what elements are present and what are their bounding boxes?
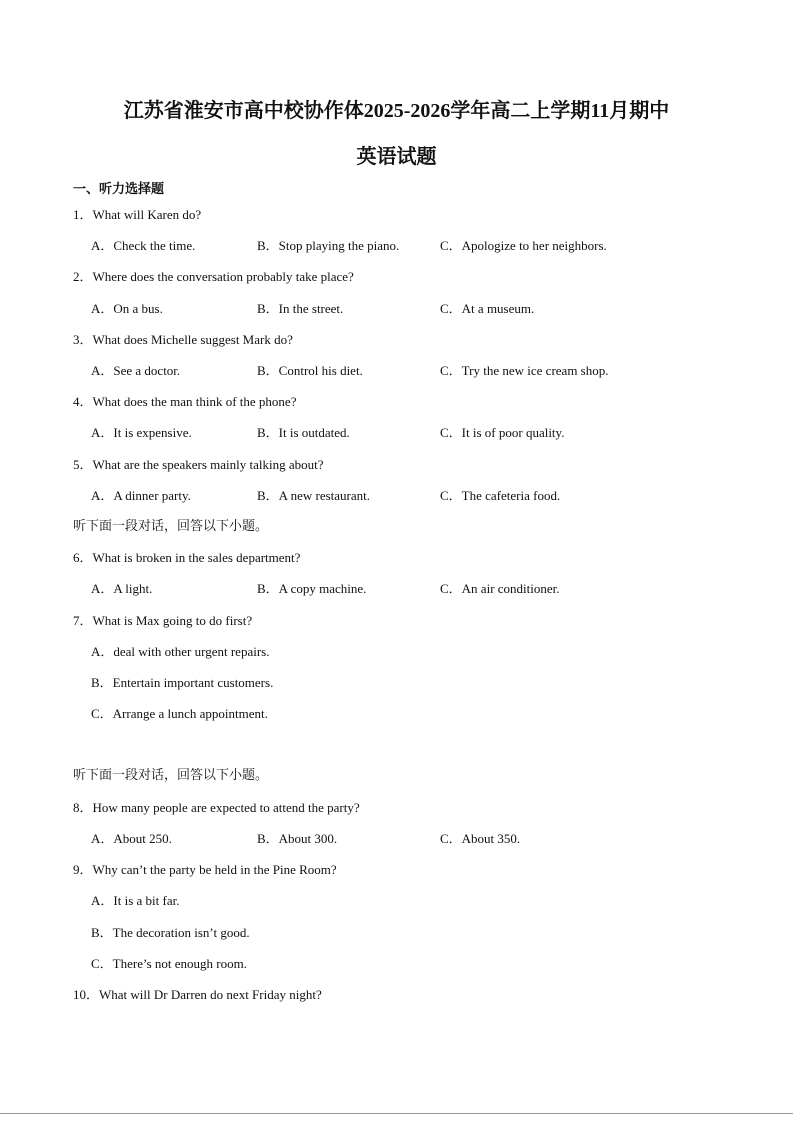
option-a: A．It is a bit far. xyxy=(91,893,180,908)
option-b: B．Entertain important customers. xyxy=(91,675,274,690)
option-b: B．In the street. xyxy=(257,301,344,316)
option-c: C．At a museum. xyxy=(440,301,535,316)
option-b: B．Stop playing the piano. xyxy=(257,238,400,253)
question-text: 9．Why can’t the party be held in the Pine Room? xyxy=(73,862,337,877)
option-b: B．It is outdated. xyxy=(257,425,350,440)
option-c: C．Arrange a lunch appointment. xyxy=(91,706,268,721)
option-a: A．On a bus. xyxy=(91,301,163,316)
option-b: B．A copy machine. xyxy=(257,581,367,596)
option-a: A．It is expensive. xyxy=(91,425,192,440)
question-text: 1．What will Karen do? xyxy=(73,207,202,222)
option-a: A．See a doctor. xyxy=(91,363,181,378)
option-c: C．An air conditioner. xyxy=(440,581,560,596)
question-text: 4．What does the man think of the phone? xyxy=(73,394,297,409)
option-c: C．Apologize to her neighbors. xyxy=(440,238,607,253)
option-c: C．The cafeteria food. xyxy=(440,488,561,503)
option-a: A．About 250. xyxy=(91,831,172,846)
question-text: 5．What are the speakers mainly talking about? xyxy=(73,457,324,472)
option-b: B．A new restaurant. xyxy=(257,488,371,503)
option-a: A．Check the time. xyxy=(91,238,196,253)
option-a: A．deal with other urgent repairs. xyxy=(91,644,270,659)
option-b: B．Control his diet. xyxy=(257,363,363,378)
option-b: B．About 300. xyxy=(257,831,338,846)
question-text: 10．What will Dr Darren do next Friday night? xyxy=(73,987,322,1002)
option-c: C．It is of poor quality. xyxy=(440,425,565,440)
question-text: 2．Where does the conversation probably take place? xyxy=(73,269,354,284)
option-c: C．There’s not enough room. xyxy=(91,956,247,971)
section-heading: 一、听力选择题 xyxy=(73,181,165,196)
question-text: 6．What is broken in the sales department? xyxy=(73,550,301,565)
option-c: C．Try the new ice cream shop. xyxy=(440,363,609,378)
document-subtitle: 英语试题 xyxy=(356,146,437,168)
question-text: 7．What is Max going to do first? xyxy=(73,613,253,628)
page-bottom-rule xyxy=(0,1113,793,1114)
option-a: A．A light. xyxy=(91,581,153,596)
option-c: C．About 350. xyxy=(440,831,521,846)
question-text: 8．How many people are expected to attend the party? xyxy=(73,800,360,815)
option-b: B．The decoration isn’t good. xyxy=(91,925,250,940)
option-a: A．A dinner party. xyxy=(91,488,191,503)
instruction-note: 听下面一段对话，回答以下小题。 xyxy=(73,767,269,782)
document-title: 江苏省淮安市高中校协作体2025-2026学年高二上学期11月期中 xyxy=(123,100,670,122)
question-text: 3．What does Michelle suggest Mark do? xyxy=(73,332,293,347)
instruction-note: 听下面一段对话，回答以下小题。 xyxy=(73,518,269,533)
